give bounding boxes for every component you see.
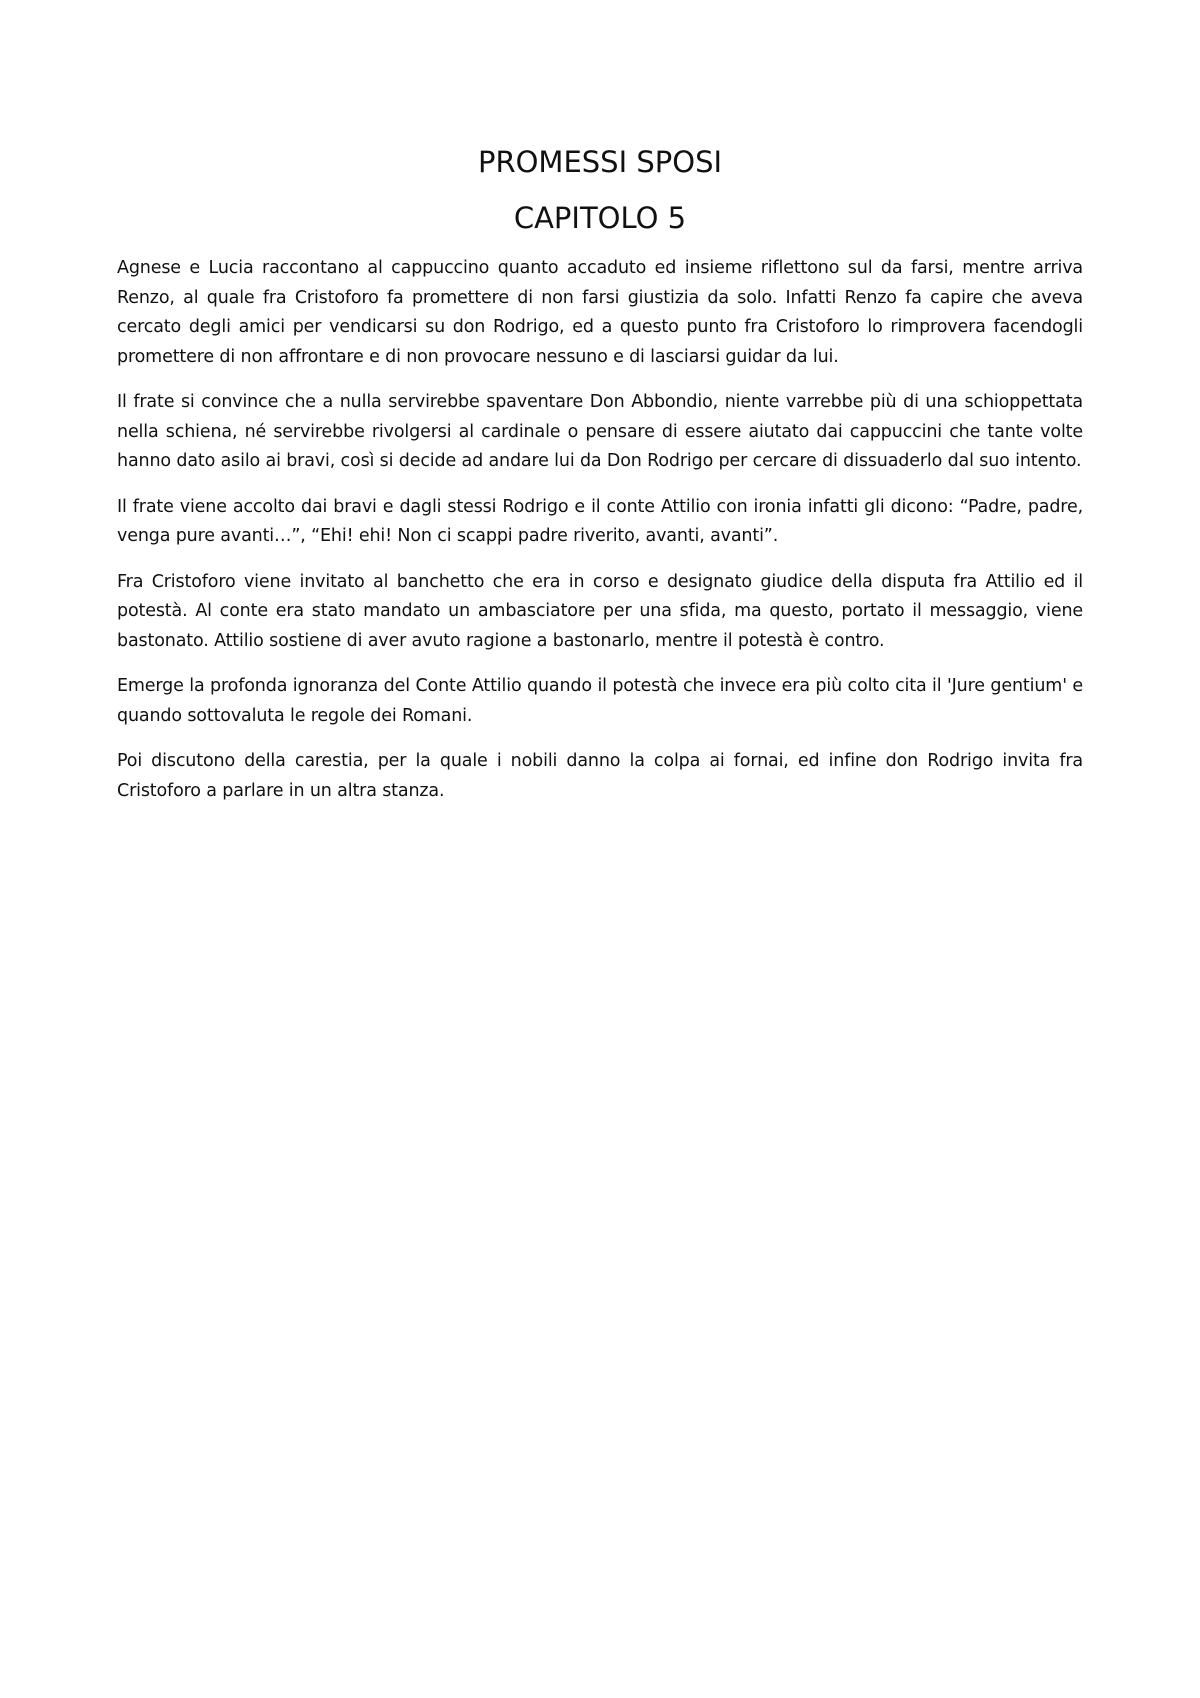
paragraph-2: Il frate si convince che a nulla servirebbe spaventare Don Abbondio, niente varrebbe più di una schioppettata nella schiena, né servirebbe rivolgersi al cardinale o pensare di essere aiutato dai cappuccini che tante volte hanno dato asilo ai bravi, così si decide ad andare lui da Don Rodrigo per cercare di dissuaderlo dal suo intento. xyxy=(117,392,1083,471)
paragraph-3: Il frate viene accolto dai bravi e dagli stessi Rodrigo e il conte Attilio con ironia infatti gli dicono: “Padre, padre, venga pure avanti…”, “Ehi! ehi! Non ci scappi padre riverito, avanti, avanti”. xyxy=(117,496,1083,546)
paragraph-1: Agnese e Lucia raccontano al cappuccino quanto accaduto ed insieme riflettono sul da farsi, mentre arriva Renzo, al quale fra Cristoforo fa promettere di non farsi giustizia da solo. Infatti Renzo fa capire che aveva cercato degli amici per vendicarsi su don Rodrigo, ed a questo punto fra Cristoforo lo rimprovera facendogli promettere di non affrontare e di non provocare nessuno e di lasciarsi guidar da lui. xyxy=(117,258,1083,367)
paragraph-4: Fra Cristoforo viene invitato al banchetto che era in corso e designato giudice della disputa fra Attilio ed il potestà. Al conte era stato mandato un ambasciatore per una sfida, ma questo, portato il messaggio, viene bastonato. Attilio sostiene di aver avuto ragione a bastonarlo, mentre il potestà è contro. xyxy=(117,571,1083,651)
chapter-title: CAPITOLO 5 xyxy=(513,201,687,235)
paragraph-6: Poi discutono della carestia, per la quale i nobili danno la colpa ai fornai, ed infine don Rodrigo invita fra Cristoforo a parlare in un altra stanza. xyxy=(117,751,1083,801)
document-title: PROMESSI SPOSI xyxy=(477,145,723,179)
document-body xyxy=(117,142,1083,822)
paragraph-5: Emerge la profonda ignoranza del Conte Attilio quando il potestà che invece era più colto cita il 'Jure gentium' e quando sottovaluta le regole dei Romani. xyxy=(117,676,1083,726)
